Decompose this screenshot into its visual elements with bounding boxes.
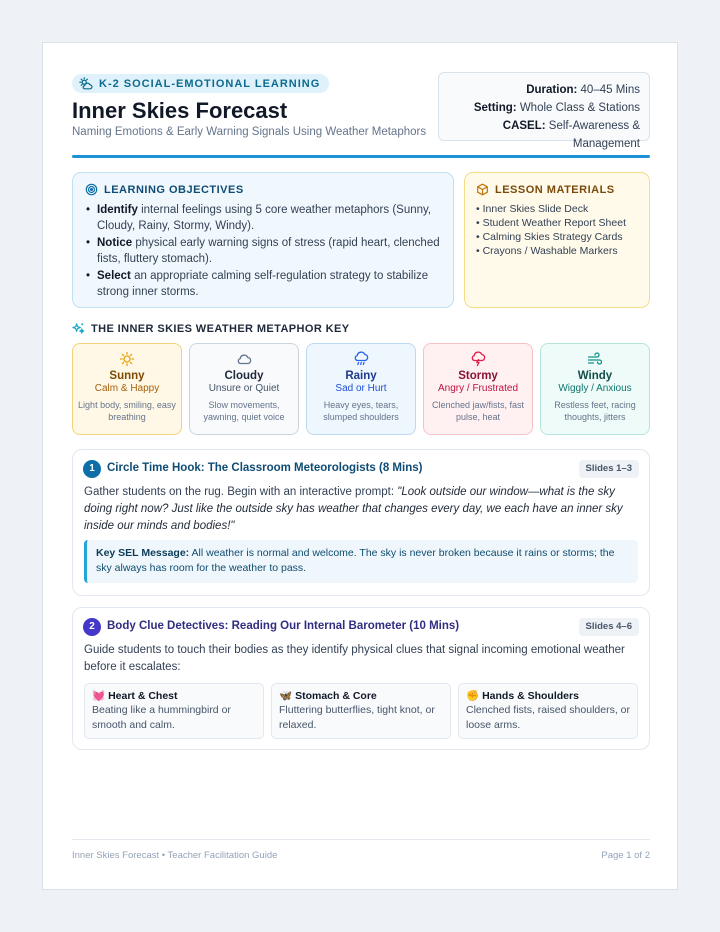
metaphor-key-heading (72, 322, 349, 335)
meta-setting (448, 99, 640, 117)
weather-name: Stormy (458, 370, 498, 382)
objectives-list (85, 202, 441, 300)
page-title: Inner Skies Forecast (72, 98, 288, 123)
weather-feeling: Wiggly / Anxious (558, 383, 632, 394)
body-clue-heart (84, 683, 264, 739)
objectives-heading-label: LEARNING OBJECTIVES (104, 183, 244, 196)
sparkles-icon (72, 322, 85, 335)
objective-item (85, 235, 441, 267)
weather-body-signs: Heavy eyes, tears, slumped shoulders (323, 400, 399, 422)
meta-casel-label: CASEL: (502, 120, 546, 132)
grade-pill (72, 74, 329, 93)
weather-name: Rainy (345, 370, 377, 382)
step-body (84, 484, 638, 535)
header (72, 72, 650, 156)
meta-duration (448, 81, 640, 99)
butterfly-icon: 🦋 (279, 690, 293, 702)
objective-text: internal feelings using 5 core weather metaphors (Sunny, Cloudy, Rainy, Stormy, Windy). (97, 204, 432, 232)
weather-feeling: Sad or Hurt (335, 383, 387, 394)
lesson-step-1 (72, 449, 650, 596)
slides-badge: Slides 1–3 (579, 460, 639, 478)
sun-cloud-icon (79, 77, 93, 91)
weather-body-signs: Light body, smiling, easy breathing (78, 400, 176, 422)
weather-body-signs: Clenched jaw/fists, fast pulse, heat (431, 400, 525, 422)
material-item: • Crayons / Washable Markers (476, 245, 618, 257)
step-title: Circle Time Hook: The Classroom Meteorologists (8 Mins) (107, 462, 423, 474)
objectives-materials-row (72, 172, 650, 308)
lesson-meta-box (438, 72, 650, 150)
fist-icon: ✊ (466, 690, 480, 702)
meta-duration-value: 40–45 Mins (580, 84, 640, 96)
page-content (72, 72, 650, 861)
material-item: • Inner Skies Slide Deck (476, 203, 589, 215)
weather-card-sunny (72, 343, 182, 435)
clue-heading (92, 689, 256, 702)
learning-objectives-box (72, 172, 454, 308)
page-footer (72, 839, 650, 861)
box-icon (476, 183, 489, 196)
worksheet-page (42, 42, 678, 890)
weather-name: Sunny (109, 370, 145, 382)
material-item: • Student Weather Report Sheet (476, 217, 626, 229)
key-sel-message-callout (84, 540, 638, 583)
step-body: Guide students to touch their bodies as they identify physical clues that signal incoming emotional weather before it escalates: (84, 644, 625, 673)
objective-verb: Select (97, 270, 131, 282)
objective-verb: Identify (97, 204, 138, 216)
weather-card-cloudy (189, 343, 299, 435)
weather-card-stormy (423, 343, 533, 435)
step-body-intro: Gather students on the rug. Begin with an interactive prompt: (84, 486, 395, 498)
clue-text: Fluttering butterflies, tight knot, or relaxed. (279, 704, 435, 731)
footer-title: Inner Skies Forecast • Teacher Facilitation Guide (72, 850, 278, 861)
weather-cards (72, 343, 650, 435)
step-number-badge: 2 (83, 618, 101, 636)
clue-title: Stomach & Core (295, 689, 377, 702)
weather-name: Cloudy (224, 370, 264, 382)
weather-body-signs: Slow movements, yawning, quiet voice (203, 400, 285, 422)
objective-item (85, 202, 441, 234)
step-body-quote: "Look outside our window—what is the sky doing right now? Just like the outside sky has weather that changes every day, we each have an inner sky inside our minds and bodies!" (84, 486, 623, 532)
body-clue-cards (84, 683, 638, 739)
step-number-badge: 1 (83, 460, 101, 478)
rain-cloud-icon (353, 351, 369, 367)
callout-label: Key SEL Message: (96, 547, 190, 559)
body-clue-hands (458, 683, 638, 739)
weather-feeling: Angry / Frustrated (437, 383, 519, 394)
callout-text: All weather is normal and welcome. The sky is never broken because it rains or storms; the sky always has room for the weather to pass. (96, 547, 615, 574)
page-subtitle: Naming Emotions & Early Warning Signals Using Weather Metaphors (72, 126, 427, 138)
clue-text: Clenched fists, raised shoulders, or loose arms. (466, 704, 630, 731)
grade-pill-label: K-2 SOCIAL-EMOTIONAL LEARNING (99, 77, 321, 90)
lesson-materials-box (464, 172, 650, 308)
metaphor-key-heading-label: THE INNER SKIES WEATHER METAPHOR KEY (91, 322, 350, 335)
step-title: Body Clue Detectives: Reading Our Internal Barometer (10 Mins) (107, 620, 460, 632)
slides-badge: Slides 4–6 (579, 618, 639, 636)
clue-text: Beating like a hummingbird or smooth and calm. (92, 704, 231, 731)
storm-cloud-icon (470, 351, 486, 367)
weather-feeling: Calm & Happy (94, 383, 160, 394)
meta-setting-value: Whole Class & Stations (519, 102, 640, 114)
meta-casel (448, 117, 640, 153)
body-clue-stomach (271, 683, 451, 739)
clue-title: Hands & Shoulders (482, 689, 579, 702)
weather-body-signs: Restless feet, racing thoughts, jitters (554, 400, 636, 422)
material-item: • Calming Skies Strategy Cards (476, 231, 623, 243)
weather-card-rainy (306, 343, 416, 435)
objective-text: an appropriate calming self-regulation strategy to stabilize strong inner storms. (97, 270, 429, 298)
meta-duration-label: Duration: (526, 84, 578, 96)
clue-heading (466, 689, 630, 702)
materials-list (476, 202, 638, 258)
weather-name: Windy (577, 370, 613, 382)
objectives-heading (85, 183, 441, 196)
weather-card-windy (540, 343, 650, 435)
materials-heading-label: LESSON MATERIALS (495, 183, 615, 196)
sun-icon (119, 351, 135, 367)
meta-setting-label: Setting: (473, 102, 517, 114)
page-number: Page 1 of 2 (601, 850, 650, 861)
lesson-step-2 (72, 607, 650, 750)
heart-icon: 💓 (92, 690, 106, 702)
clue-heading (279, 689, 443, 702)
cloud-icon (236, 351, 252, 367)
objective-text: physical early warning signs of stress (rapid heart, clenched fists, fluttery stomach). (97, 237, 440, 265)
target-icon (85, 183, 98, 196)
objective-item (85, 268, 441, 300)
clue-title: Heart & Chest (108, 689, 178, 702)
wind-icon (587, 351, 603, 367)
header-divider (72, 155, 650, 158)
objective-verb: Notice (97, 237, 133, 249)
meta-casel-value: Self-Awareness & Management (548, 120, 640, 150)
materials-heading (476, 183, 638, 196)
weather-feeling: Unsure or Quiet (208, 383, 280, 394)
